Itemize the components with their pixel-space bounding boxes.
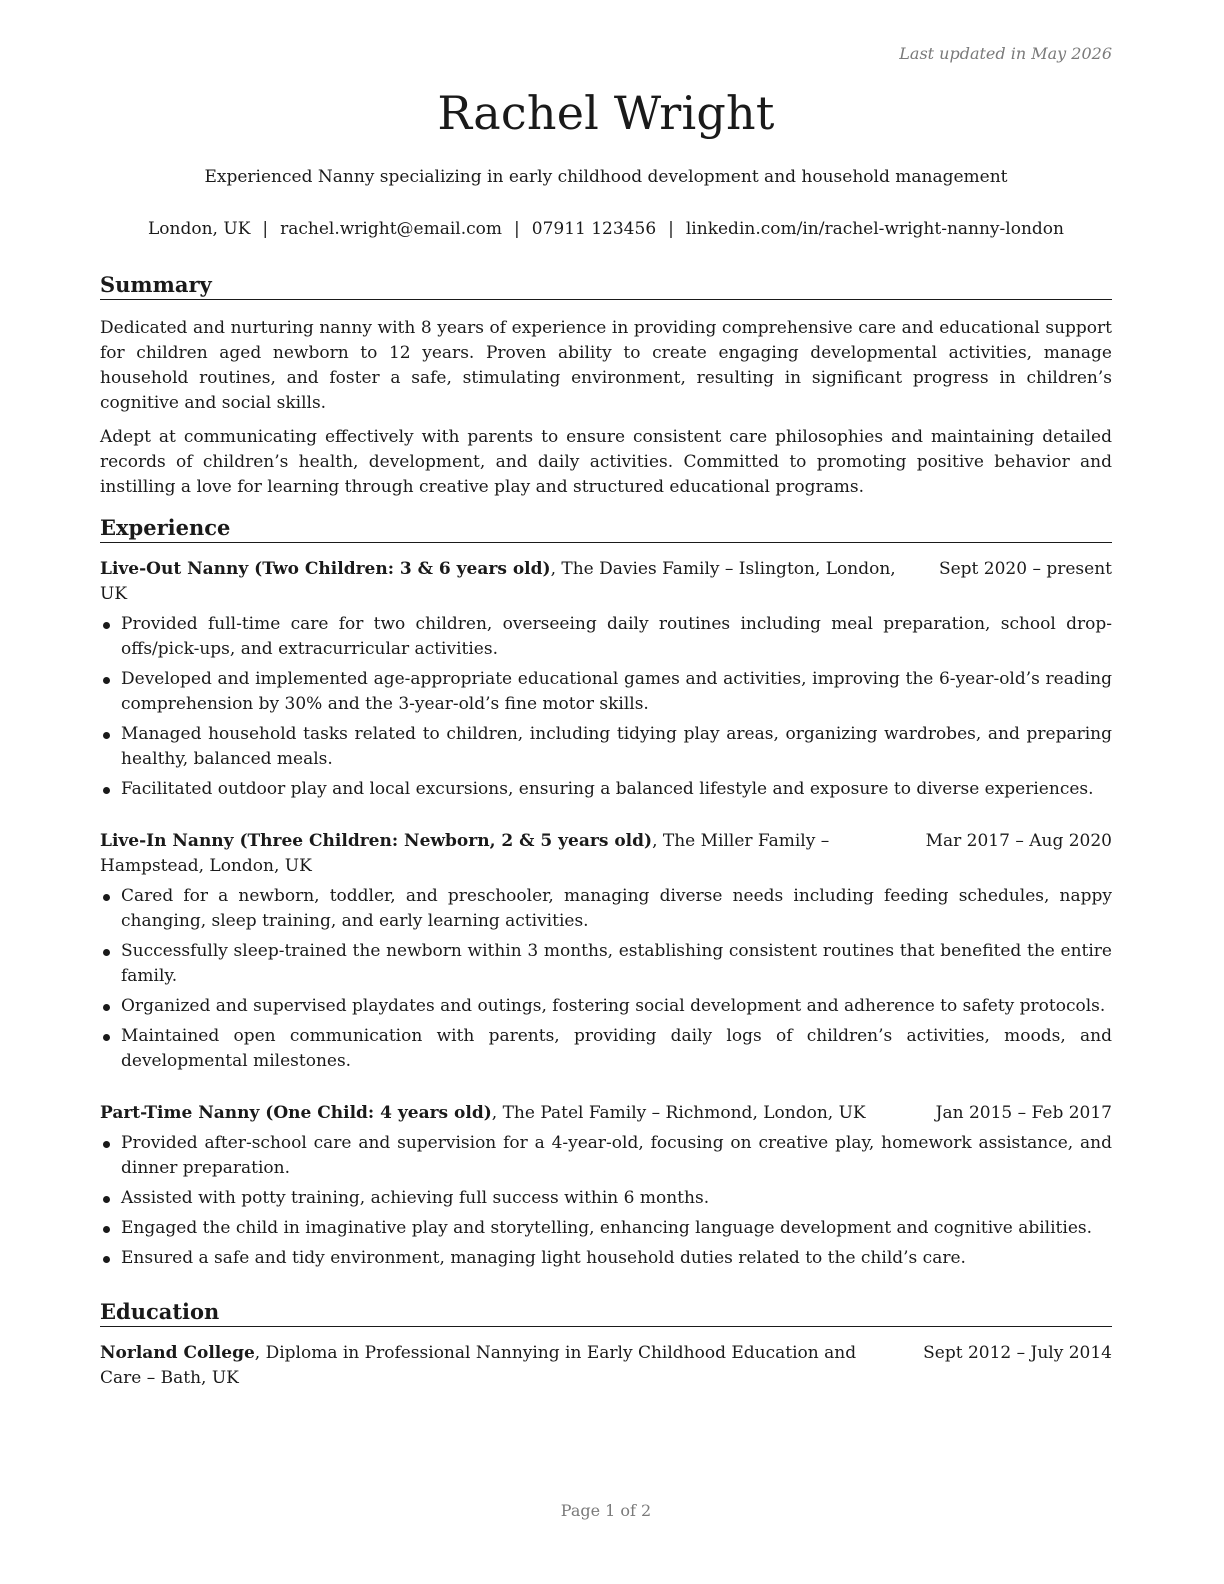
job-bullets (100, 1131, 1112, 1271)
section-title-education: Education (100, 1298, 1112, 1327)
contact-line (88, 219, 1124, 239)
bullet-text: Managed household tasks related to children, including tidying play areas, organizing wardrobes, and preparing healthy, balanced meals. (121, 724, 1112, 769)
contact-phone: 07911 123456 (531, 219, 657, 239)
bullet-icon (103, 1004, 110, 1011)
education-header (100, 1341, 1112, 1391)
job-header (100, 1101, 1112, 1126)
bullet-icon (103, 1034, 110, 1041)
bullet-icon (103, 949, 110, 956)
list-item (100, 612, 1112, 662)
job-dates: Sept 2020 – present (938, 559, 1112, 579)
bullet-icon (103, 1141, 110, 1148)
list-item (100, 667, 1112, 717)
resume-page (100, 0, 1112, 1584)
bullet-icon (103, 677, 110, 684)
contact-separator: | (514, 219, 520, 239)
list-item (100, 994, 1112, 1019)
education-detail: , Diploma in Professional Nannying in Early Childhood Education and Care – Bath, UK (100, 1343, 857, 1388)
job-dates: Mar 2017 – Aug 2020 (925, 831, 1112, 851)
contact-separator: | (668, 219, 674, 239)
summary-paragraph: Dedicated and nurturing nanny with 8 years of experience in providing comprehensive care and educational support for children aged newborn to 12 years. Proven ability to create engaging developmental activities, manage household routines, and foster a safe, stimulating environment, resulting in significant progress in children’s cognitive and social skills. (100, 318, 1112, 413)
job-employer: , The Davies Family – Islington, London, UK (100, 559, 896, 604)
school-name: Norland College (100, 1343, 255, 1363)
bullet-text: Provided after-school care and supervision for a 4-year-old, focusing on creative play, homework assistance, and dinner preparation. (121, 1133, 1112, 1178)
education-entry (100, 1341, 1112, 1391)
contact-separator: | (262, 219, 269, 239)
bullet-text: Organized and supervised playdates and outings, fostering social development and adherence to safety protocols. (121, 996, 1106, 1016)
list-item (100, 1186, 1112, 1211)
bullet-text: Assisted with potty training, achieving full success within 6 months. (121, 1188, 710, 1208)
education-section (100, 1298, 1112, 1391)
bullet-icon (103, 894, 110, 901)
tagline: Experienced Nanny specializing in early childhood development and household management (204, 167, 1008, 187)
last-updated: Last updated in May 2026 (899, 44, 1112, 63)
bullet-text: Cared for a newborn, toddler, and preschooler, managing diverse needs including feeding schedules, nappy changing, sleep training, and early learning activities. (121, 886, 1112, 931)
contact-location: London, UK (148, 219, 251, 239)
list-item (100, 884, 1112, 934)
list-item (100, 777, 1112, 802)
list-item (100, 1024, 1112, 1074)
bullet-icon (103, 1226, 110, 1233)
job-entry (100, 1101, 1112, 1271)
contact-email[interactable]: rachel.wright@email.com (280, 219, 503, 239)
job-role: Part-Time Nanny (One Child: 4 years old) (100, 1103, 492, 1123)
bullet-text: Successfully sleep-trained the newborn within 3 months, establishing consistent routines that benefited the entire family. (121, 941, 1112, 986)
bullet-icon (103, 622, 110, 629)
candidate-name: Rachel Wright (437, 86, 775, 140)
bullet-text: Ensured a safe and tidy environment, managing light household duties related to the child’s care. (121, 1248, 966, 1268)
job-employer: , The Patel Family – Richmond, London, UK (491, 1103, 866, 1123)
list-item (100, 722, 1112, 772)
bullet-text: Facilitated outdoor play and local excursions, ensuring a balanced lifestyle and exposure to diverse experiences. (121, 779, 1094, 799)
job-header (100, 829, 1112, 879)
section-title-experience: Experience (100, 514, 1112, 543)
list-item (100, 1216, 1112, 1241)
bullet-text: Developed and implemented age-appropriate educational games and activities, improving the 6-year-old’s reading comprehension by 30% and the 3-year-old’s fine motor skills. (121, 669, 1112, 714)
job-dates: Jan 2015 – Feb 2017 (935, 1103, 1112, 1123)
job-bullets (100, 884, 1112, 1074)
page-number: Page 1 of 2 (560, 1501, 652, 1520)
bullet-icon (103, 1256, 110, 1263)
summary-paragraph: Adept at communicating effectively with parents to ensure consistent care philosophies and maintaining detailed records of children’s health, development, and daily activities. Committed to promoting positive behavior and instilling a love for learning through creative play and structured educational programs. (100, 427, 1112, 497)
list-item (100, 1246, 1112, 1271)
experience-section (100, 514, 1112, 1271)
job-role: Live-In Nanny (Three Children: Newborn, 2 & 5 years old) (100, 831, 653, 851)
job-employer: , The Miller Family – Hampstead, London, UK (100, 831, 830, 876)
list-item (100, 939, 1112, 989)
job-header (100, 557, 1112, 607)
bullet-icon (103, 732, 110, 739)
job-bullets (100, 612, 1112, 802)
job-entry (100, 829, 1112, 1074)
job-role: Live-Out Nanny (Two Children: 3 & 6 years old) (100, 559, 551, 579)
education-dates: Sept 2012 – July 2014 (923, 1343, 1112, 1363)
bullet-text: Engaged the child in imaginative play and storytelling, enhancing language development and cognitive abilities. (121, 1218, 1093, 1238)
section-title-summary: Summary (100, 271, 1112, 300)
bullet-text: Maintained open communication with parents, providing daily logs of children’s activities, moods, and developmental milestones. (121, 1026, 1112, 1071)
contact-linkedin[interactable]: linkedin.com/in/rachel-wright-nanny-london (685, 219, 1064, 239)
bullet-text: Provided full-time care for two children, overseeing daily routines including meal preparation, school drop-offs/pick-ups, and extracurricular activities. (121, 614, 1112, 659)
summary-section (100, 271, 1112, 500)
job-entry (100, 557, 1112, 802)
list-item (100, 1131, 1112, 1181)
bullet-icon (103, 1196, 110, 1203)
bullet-icon (103, 787, 110, 794)
